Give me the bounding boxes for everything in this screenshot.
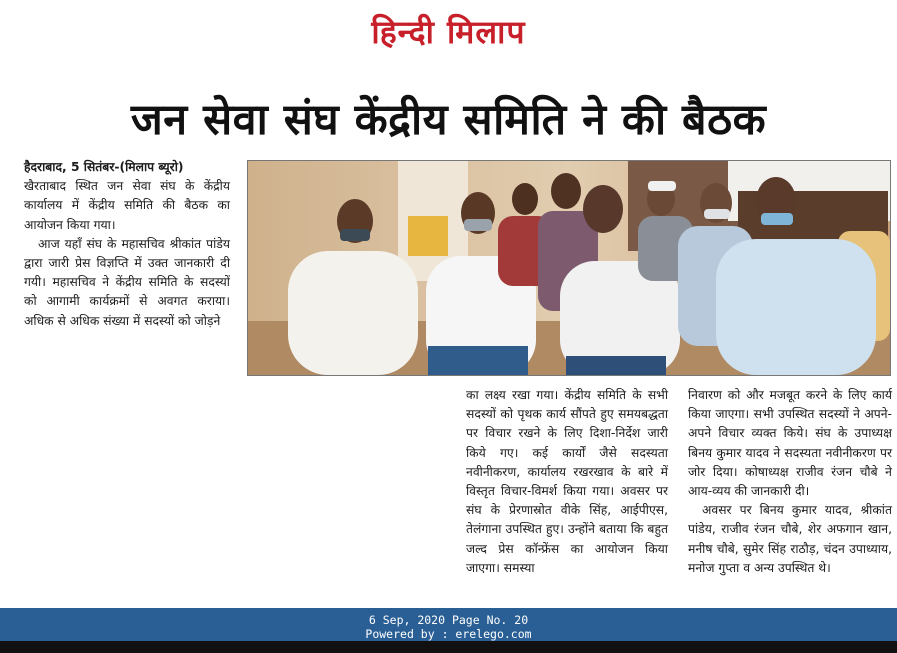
article-paragraph: अवसर पर बिनय कुमार यादव, श्रीकांत पांडेय, राजीव रंजन चौबे, शेर अफगान खान, मनीष चौबे, सुमेर सिंह राठौड़, चंदन उपाध्याय, मनोज गुप्ता व अन्य उपस्थित थे। <box>688 503 892 575</box>
article-paragraph: आज यहाँ संघ के महासचिव श्रीकांत पांडेय द्वारा जारी प्रेस विज्ञप्ति में उक्त जानकारी दी गयी। महासचिव ने केंद्रीय समिति के सदस्यों को आगामी कार्यक्रमों से अवगत कराया। अधिक से अधिक संख्या में सदस्यों को जोड़ने <box>24 236 230 328</box>
article-paragraph: का लक्ष्य रखा गया। केंद्रीय समिति के सभी सदस्यों को पृथक कार्य सौंपते हुए समयबद्धता पर विचार रखने के लिए दिशा-निर्देश जारी किये गए। कई कार्यों जैसे सदस्यता नवीनीकरण, कार्यालय रखरखाव के बारे में विस्तृत विचार-विमर्श किया गया। अवसर पर संघ के प्रेरणास्रोत वीके सिंह, आईपीएस, तेलंगाना उपस्थित हुए। उन्होंने बताया कि बहुत जल्द प्रेस कॉन्फ्रेंस का आयोजन किया जाएगा। समस्या <box>466 388 668 575</box>
article-column-1 <box>24 158 230 331</box>
headline: जन सेवा संघ केंद्रीय समिति ने की बैठक <box>130 95 767 145</box>
dateline: हैदराबाद, 5 सितंबर-(मिलाप ब्यूरो) <box>24 160 184 174</box>
masthead: हिन्दी मिलाप <box>371 13 526 51</box>
article-paragraph: निवारण को और मजबूत करने के लिए कार्य किया जाएगा। सभी उपस्थित सदस्यों ने अपने-अपने विचार व्यक्त किये। संघ के उपाध्यक्ष बिनय कुमार यादव ने सदस्यता नवीनीकरण पर जोर दिया। कोषाध्यक्ष राजीव रंजन चौबे ने आय-व्यय की जानकारी दी। <box>688 388 892 499</box>
group-photo-illustration <box>248 161 890 375</box>
powered-by-link[interactable]: Powered by : erelego.com <box>365 627 532 641</box>
page-info: 6 Sep, 2020 Page No. 20 <box>368 613 529 627</box>
article-column-2 <box>466 386 668 578</box>
article-column-3 <box>688 386 892 578</box>
news-photo <box>247 160 891 376</box>
bottom-bar <box>0 641 897 653</box>
article-dateline <box>24 158 230 177</box>
article-paragraph: खैरताबाद स्थित जन सेवा संघ के केंद्रीय कार्यालय में केंद्रीय समिति की बैठक का आयोजन किया गया। <box>24 179 230 232</box>
